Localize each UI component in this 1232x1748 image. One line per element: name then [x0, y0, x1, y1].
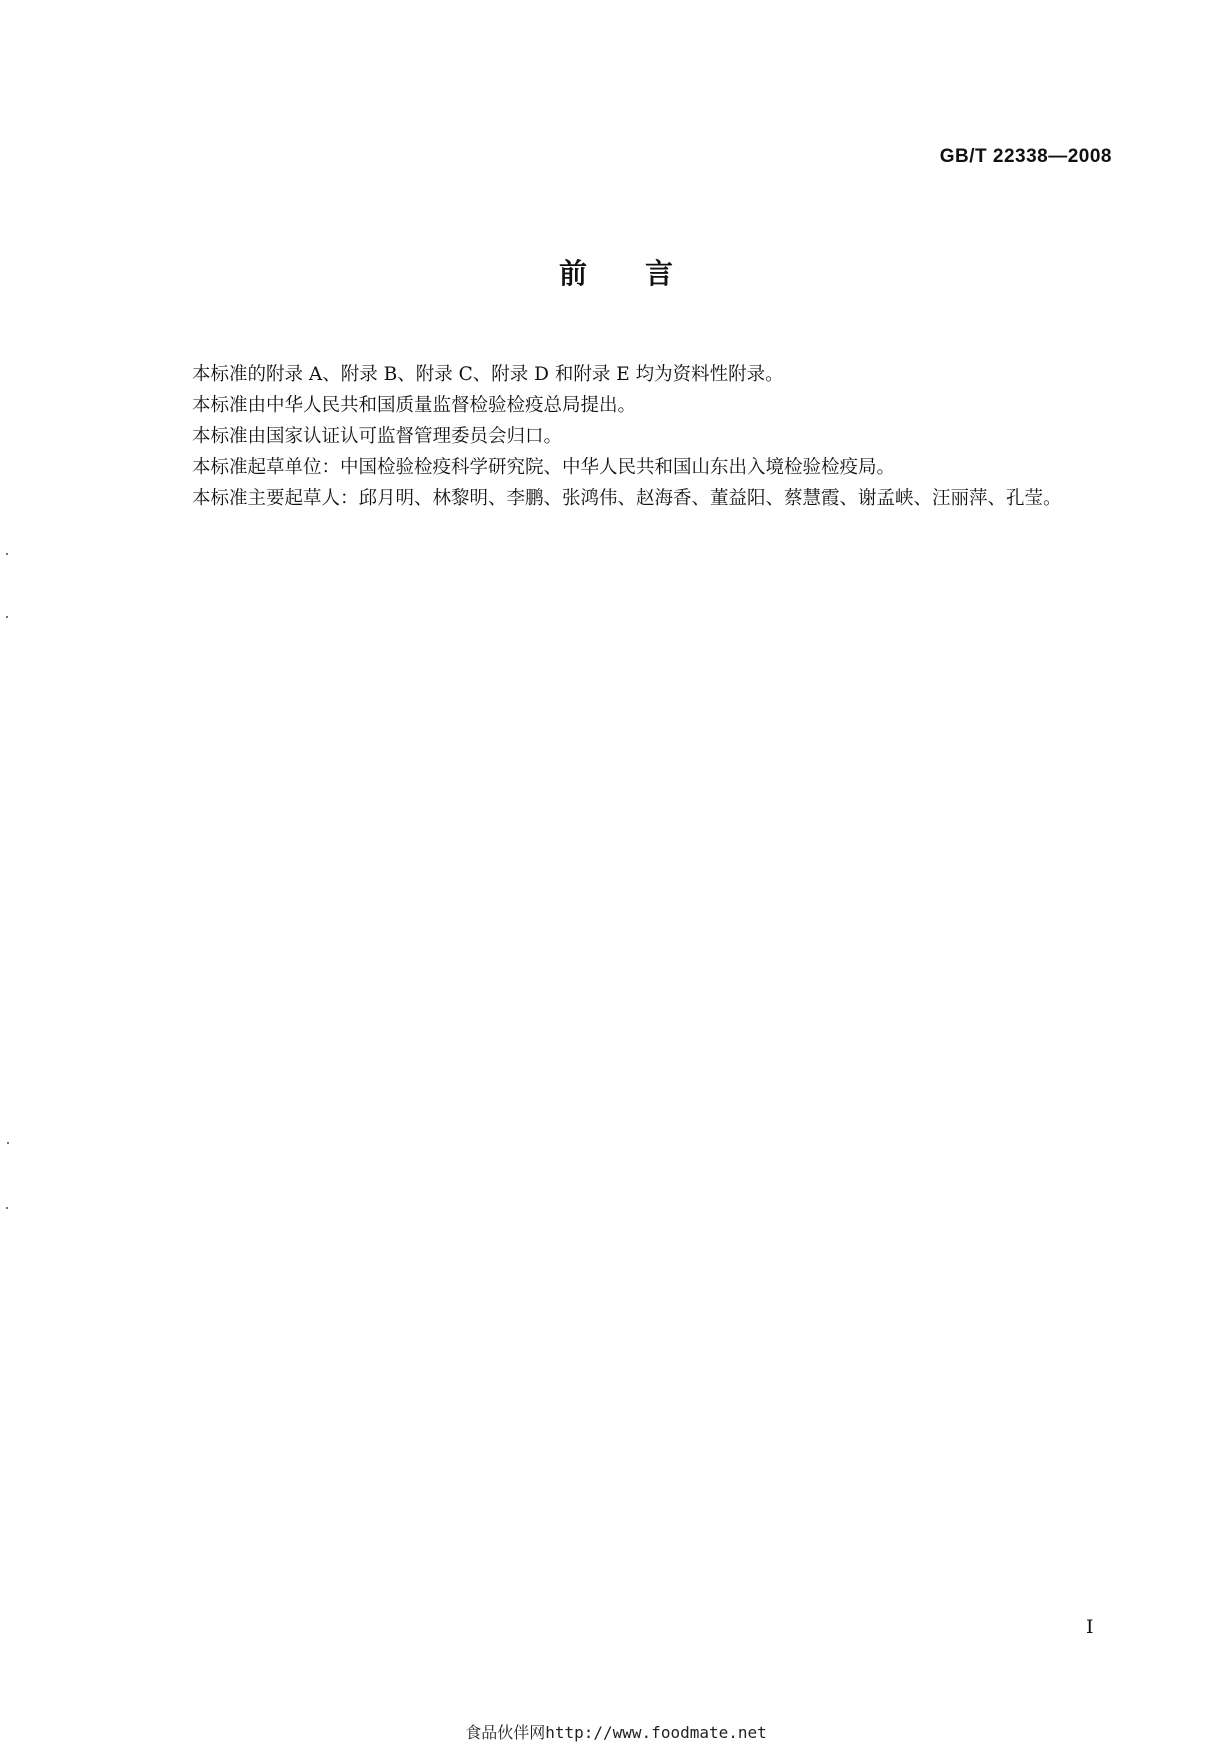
page-title: 前言	[558, 257, 731, 290]
scan-speck	[6, 1207, 8, 1209]
standard-code: GB/T 22338—2008	[939, 146, 1112, 167]
scan-speck	[7, 1142, 9, 1144]
paragraph-annexes: 本标准的附录 A、附录 B、附录 C、附录 D 和附录 E 均为资料性附录。	[192, 364, 784, 385]
scan-speck	[6, 616, 8, 618]
foreword-body	[192, 359, 1112, 514]
watermark-footer: 食品伙伴网http://www.foodmate.net	[465, 1723, 767, 1742]
paragraph-drafters: 本标准主要起草人：邱月明、林黎明、李鹏、张鸿伟、赵海香、董益阳、蔡慧霞、谢孟峡、汪丽萍、孔莹。	[192, 488, 1062, 509]
page-number: I	[1086, 1616, 1094, 1638]
paragraph-drafting-units: 本标准起草单位：中国检验检疫科学研究院、中华人民共和国山东出入境检验检疫局。	[192, 457, 896, 478]
scan-speck	[6, 553, 8, 555]
paragraph-centralized-by: 本标准由国家认证认可监督管理委员会归口。	[192, 426, 563, 447]
paragraph-proposer: 本标准由中华人民共和国质量监督检验检疫总局提出。	[192, 395, 637, 416]
